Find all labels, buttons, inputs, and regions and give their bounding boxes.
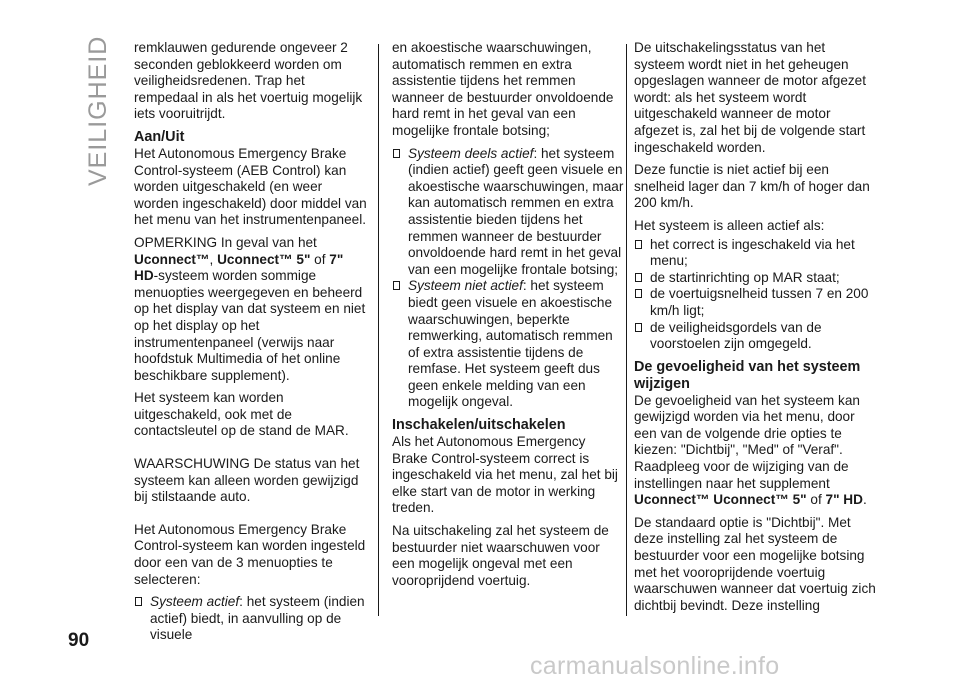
opmerking-uconnect: Uconnect™ (134, 251, 210, 267)
column-divider-2 (626, 44, 627, 616)
als-paragraph: Als het Autonomous Emergency Brake Control-systeem correct is ingeschakeld via het menu, zal het bij elke start van de motor in werking treden. (392, 434, 618, 516)
warning-paragraph: WAARSCHUWING De status van het systeem kan alleen worden gewijzigd bij stilstaande auto. (134, 456, 360, 505)
option-desc: : het systeem biedt geen visuele en akoestische waarschuwingen, beperkte remwerking, automatisch remmen of extra assistentie tijdens de remfase. Het systeem geeft dus geen enkele melding van een mogelijk ongeval. (408, 278, 613, 410)
checkbox-bullet-icon (635, 323, 642, 332)
opmerking-sep: , (209, 251, 218, 267)
select-paragraph: Het Autonomous Emergency Brake Control-systeem kan worden ingesteld door een van de 3 menuopties te selecteren: (134, 521, 366, 587)
opmerking-of: of (310, 251, 330, 267)
gev-7hd: 7" HD (825, 492, 863, 508)
opmerking-rest: -systeem worden sommige menuopties weergegeven en beheerd op het display van dat systeem en niet op het display op het instrumentenpaneel (verwijs naar hoofdstuk Multimedia of het online beschikbare supplement). (134, 268, 366, 383)
section-title: VEILIGHEID (84, 35, 112, 186)
list-item (134, 594, 368, 644)
column-divider-1 (378, 44, 379, 616)
alleen-paragraph: Het systeem is alleen actief als: (634, 217, 825, 233)
heading-gevoeligheid: De gevoeligheid van het systeem wijzigen (634, 358, 861, 392)
opmerking-uconnect-5: Uconnect™ 5" (217, 251, 311, 267)
opmerking-lead: OPMERKING In geval van het (134, 234, 317, 250)
list-item (634, 237, 878, 270)
functie-paragraph: Deze functie is niet actief bij een snelheid lager dan 7 km/h of hoger dan 200 km/h. (634, 162, 870, 211)
column-2 (392, 40, 624, 595)
continued-paragraph: en akoestische waarschuwingen, automatisch remmen en extra assistentie tijdens het remmen wanneer de bestuurder onvoldoende hard remt in het geval van een mogelijke frontale botsing; (392, 40, 614, 138)
list-item (634, 270, 878, 287)
gev-of: of (806, 492, 826, 508)
gevoeligheid-paragraph (634, 393, 878, 509)
list-item (634, 320, 878, 353)
list-item (392, 146, 624, 279)
option-niet-actief: Systeem niet actief (408, 278, 523, 294)
checkbox-bullet-icon (393, 281, 400, 290)
condition-text: de startinrichting op MAR staat; (650, 269, 840, 285)
checkbox-bullet-icon (635, 240, 642, 249)
condition-text: de voertuigsnelheid tussen 7 en 200 km/h ligt; (650, 286, 869, 318)
option-deels-actief: Systeem deels actief (408, 145, 534, 161)
column-3 (634, 40, 878, 620)
watermark: carmanualsonline.info (530, 652, 780, 680)
condition-text: het correct is ingeschakeld via het menu; (650, 236, 855, 269)
checkbox-bullet-icon (393, 149, 400, 158)
opmerking-paragraph (134, 235, 368, 384)
option-desc: : het systeem (indien actief) biedt, in aanvulling op de visuele (150, 594, 365, 643)
intro-paragraph: remklauwen gedurende ongeveer 2 seconden geblokkeerd worden om veiligheidsredenen. Trap het rempedaal in als het voertuig mogelijk iets vooruitrijdt. (134, 40, 363, 122)
gev-lead: De gevoeligheid van het systeem kan gewijzigd worden via het menu, door een van de volgende drie opties te kiezen: "Dichtbij", "Med" of "Veraf". Raadpleeg voor de wijziging van de instellingen naar het supplement (634, 392, 860, 491)
aeb-paragraph: Het Autonomous Emergency Brake Control-systeem (AEB Control) kan worden uitgeschakeld (en weer worden ingeschakeld) door middel van het menu van het instrumentenpaneel. (134, 145, 367, 228)
na-paragraph: Na uitschakeling zal het systeem de bestuurder niet waarschuwen voor een mogelijk ongeval met een vooroprijdend voertuig. (392, 523, 609, 588)
standaard-paragraph: De standaard optie is "Dichtbij". Met deze instelling zal het systeem de bestuurder voor een mogelijke botsing met het vooroprijdende voertuig waarschuwen wanneer dat voertuig zich dichtbij bevindt. Deze instelling (634, 514, 876, 613)
checkbox-bullet-icon (135, 597, 142, 606)
checkbox-bullet-icon (635, 273, 642, 282)
checkbox-bullet-icon (635, 289, 642, 298)
opmerking-7hd: 7" HD (134, 251, 344, 284)
heading-inschakelen: Inschakelen/uitschakelen (392, 417, 566, 434)
gev-uconnect: Uconnect™ Uconnect™ 5" (634, 492, 807, 508)
option-systeem-actief: Systeem actief (150, 594, 240, 610)
page-number: 90 (68, 630, 90, 651)
column-1 (134, 40, 368, 644)
condition-text: de veiligheidsgordels van de voorstoelen zijn omgegeld. (650, 319, 822, 352)
option-desc: : het systeem (indien actief) geeft geen visuele en akoestische waarschuwingen, maar kan automatisch remmen en extra assistentie bieden tijdens het remmen wanneer de bestuurder onvoldoende hard remt in het geval van een mogelijke frontale botsing; (408, 145, 624, 277)
heading-aan-uit: Aan/Uit (134, 128, 185, 145)
gev-end: . (862, 492, 867, 508)
list-item (392, 278, 624, 411)
status-paragraph: De uitschakelingsstatus van het systeem wordt niet in het geheugen opgeslagen wanneer de motor afgezet wordt: als het systeem wordt uitgeschakeld wanneer de motor afgezet is, zal het bij de volgende start ingeschakeld worden. (634, 40, 867, 155)
list-item (634, 286, 878, 319)
contact-paragraph: Het systeem kan worden uitgeschakeld, ook met de contactsleutel op de stand de MAR. (134, 390, 349, 439)
